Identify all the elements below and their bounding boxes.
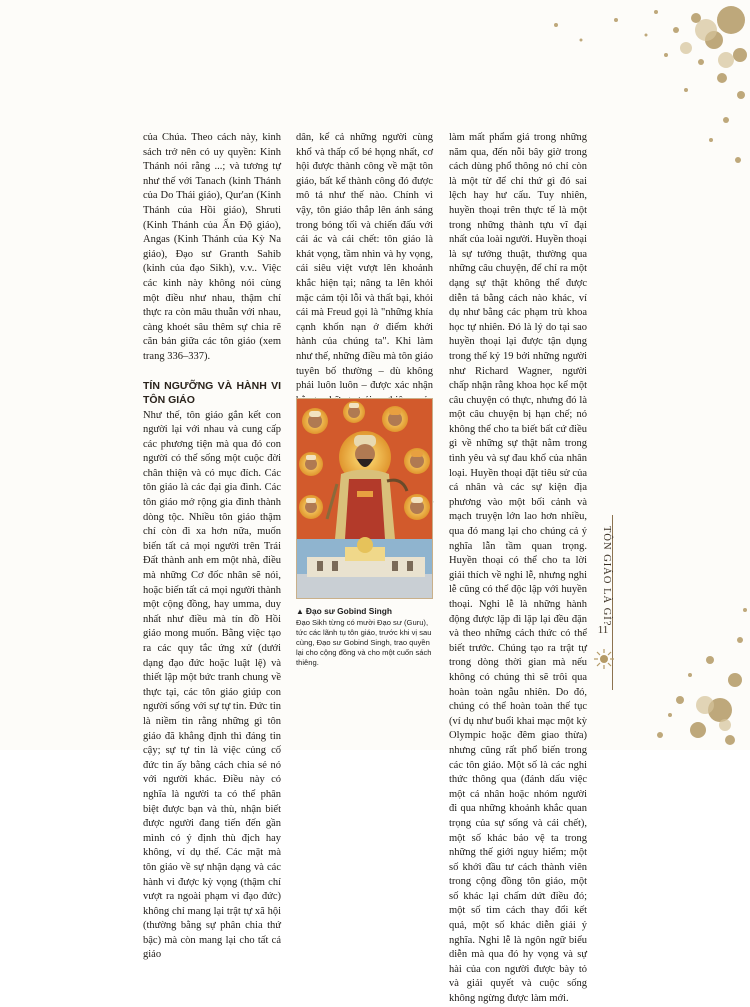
caption-text: Đạo Sikh từng có mười Đạo sư (Guru), tức các lãnh tụ tôn giáo, trước khi vị sau cùng, Đạo sư Gobind Singh, trao quyền lại cho cộng đồng và cho một cuốn sách thiêng. <box>296 618 432 667</box>
caption-title: ▲ Đạo sư Gobind Singh <box>296 606 393 616</box>
page-number: 11 <box>597 624 609 636</box>
chapter-side-label: TÔN GIÁO LÀ GÌ? <box>601 526 612 627</box>
sun-ornament-icon <box>593 648 615 670</box>
text-column-1 <box>143 131 281 963</box>
triangle-icon: ▲ <box>296 607 304 616</box>
figure-caption <box>296 606 436 668</box>
guru-painting <box>297 399 433 599</box>
text-column-3 <box>449 131 587 1007</box>
body-paragraph: làm mất phẩm giá trong những năm qua, đến nỗi bây giờ trong cách dùng phổ thông nó chỉ còn là một từ để chỉ thứ gì đó sai lệch hay hư cấu. Tuy nhiên, huyền thoại trên thực tế là một trong những thành tựu vĩ đại nhất của loài người. Huyền thoại là sự tưởng thuật, thường qua những câu chuyện, để chỉ ra một dạng sự thật không thể được diễn tả bằng cách nào khác, ví dụ như bằng các phạm trù khoa học tự nhiên. Đó là lý do tại sao huyền thoại lại được tận dụng trong thế kỷ 19 bởi những người như Richard Wagner, người chấp nhận rằng khoa học kể một câu chuyện có thực, nhưng đó là một câu chuyện bị hạn chế; nó không thể cho ta biết bất cứ điều gì về những sự thật nằm trong tình yêu và sự đau khổ của nhân loại. Huyền thoại đặt tiêu sử của cá nhân và các sự kiện địa phương vào một bối cảnh và mạch truyện lớn lao hơn nhiều, qua đó mang lại cho chúng cả ý nghĩa lẫn tầm quan trọng. Huyền thoại có thể cho ta lời giải thích về nghi lễ, nhưng nghi lễ cũng có thể độc lập với huyền thoại. Nghi lễ là những hành động được lặp đi lặp lại đều đặn và theo những cách thức có thể biết trước. Chúng tạo ra trật tự trong dòng thời gian mà nếu không có chúng thì sẽ trôi qua hoàn toàn ngẫu nhiên. Do đó, chúng có thể hoàn toàn thế tục (ví dụ như buổi khai mạc một kỳ Olympic hoặc đêm giao thừa) nhưng cũng rất phổ biến trong các tôn giáo. Một số là các nghi thức thông qua (đánh dấu việc một cá nhân hoặc nhóm người đi qua những khoảnh khắc quan trọng của sự sống và cái chết), một số khác bảo vệ ta trong những thế giới nguy hiểm; một số khởi đầu tư cách thành viên trong cộng đồng tôn giáo, một số khác lại chấm dứt điều đó; một số tìm cách thay đổi kết quả, một số khác diễn giải ý nghĩa. Nghi lễ là ngôn ngữ biểu diễn mà qua đó hy vọng và sự hài của con người được bày tỏ và giải quyết và cuộc sống không ngừng được làm mới. <box>449 132 587 1005</box>
body-paragraph: của Chúa. Theo cách này, kinh sách trở nên có uy quyền: Kinh Thánh nói rằng ...; và tương tự như thế với Tanach (kinh Thánh của Do Thái giáo), Qur'an (Kinh Thánh của Hồi giáo), Shruti (Kinh Thánh của Ấn Độ giáo), Angas (Kinh Thánh của Kỳ Na giáo), Đạo sư Granth Sahib (kinh của đạo Sikh), v.v.. Việc các kinh này không nói cùng một điều như nhau, thậm chí thực ra còn mâu thuẫn với nhau, càng khoét sâu thêm sự chia rẽ căn bản giữa các tôn giáo (xem trang 336–337). <box>143 132 281 362</box>
body-paragraph: Như thế, tôn giáo gắn kết con người lại với nhau và cung cấp các phương tiện mà qua đó con người có thể sống một cuộc đời chân thiện và có mục đích. Các tôn giáo là các đại gia đình. Các tôn giáo mở rộng gia đình thành dòng tộc. Nhiều tôn giáo thậm chí còn đi xa hơn nữa, muốn biến tất cả mọi người trên Trái Đất thành anh em một nhà, điều mà những Cơ đốc nhân sẽ nói, hoặc biến tất cả mọi người thành một cộng đồng, hay umma, duy nhất như điều mà tín đồ Hồi giáo mong muốn. Bằng việc tạo ra các quy tắc ứng xử (dưới dạng đạo đức hoặc luật lệ) và thiết lập một bức tranh chung về thực tại, các tôn giáo giúp con người sống với sự tự tin. Đức tin là niềm tin rằng những gì tôn giáo đã khẳng định thì đáng tin cậy; sự tự tin là việc củng cố đức tin ấy bằng cách chia sẻ nó với người khác. Điều này có nghĩa là người ta có thể phân biệt được bạn và thù, nhận biết được người đang tiến đến gần mình có ý định thù địch hay không, ví dụ thế. Các mặt mà tôn giáo về sự nhận dạng và các hành vi được kỳ vọng (thậm chí vượt ra ngoài phạm vi đạo đức) không chỉ mang lại trật tự xã hội (thường bằng sự phân chia thứ bậc) mà còn mang lại cho tất cả giáo <box>143 409 281 961</box>
temple-scene <box>297 537 433 599</box>
guru-illustration <box>296 398 433 599</box>
body-paragraph: dân, kể cả những người cùng khổ và thấp cổ bé họng nhất, cơ hội được thành công về mặt tôn giáo, bất kể thành công đó được mô tả như thế nào. Chính vì vậy, tôn giáo thắp lên ánh sáng trong bóng tối và chiến đấu với cái ác và cái chết: tôn giáo là khát vọng, tầm nhìn và hy vọng, cái siêu việt vượt lên khoảnh khắc hiện tại; nâng ta lên khỏi mặc cảm tội lỗi và thất bại, khỏi cái mà Freud gọi là "những khía cạnh khốn nạn ở điểm khởi hành của chúng ta". Khi làm như thế, những điều mà tôn giáo tuyên bố thường – dù không phải luôn luôn – được xác nhận <box>296 132 433 392</box>
section-heading: TÍN NGƯỠNG VÀ HÀNH VI TÔN GIÁO <box>143 379 281 406</box>
decorative-gold-splatter-bottom <box>600 560 750 750</box>
